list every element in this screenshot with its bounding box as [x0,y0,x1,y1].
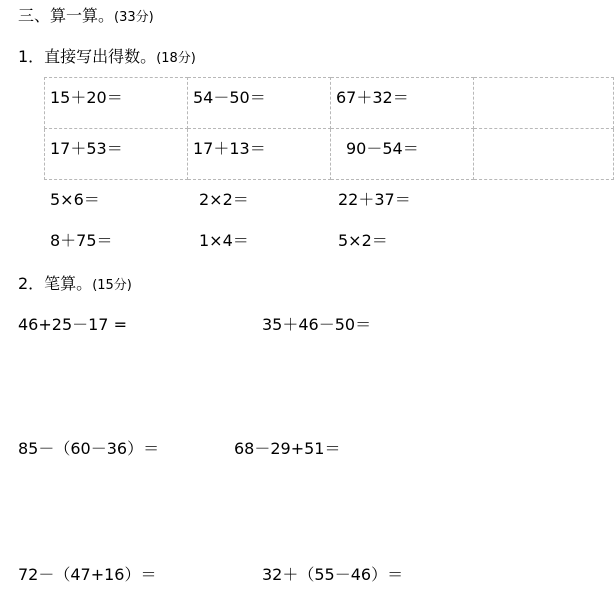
grid-cell-text: 17＋13＝ [192,139,266,158]
grid-cell [330,129,473,180]
question-2-title-text: 2．笔算。 [18,274,93,293]
grid-cell-text: 90－54＝ [345,139,419,158]
math-item: 22＋37＝ [338,190,411,209]
section-title [18,6,154,28]
grid-row [45,129,614,180]
question-1-title-text: 1．直接写出得数。 [18,47,157,66]
written-problem: 85－（60－36）＝ [18,439,160,458]
math-item: 5×2＝ [338,231,388,250]
written-problem: 32＋（55－46）＝ [262,565,404,584]
written-problem: 68－29+51＝ [234,439,341,458]
grid-cell-text: 67＋32＝ [335,88,409,107]
math-item: 1×4＝ [199,231,249,250]
grid-cell-text: 17＋53＝ [50,139,123,158]
grid-cell [474,129,614,180]
grid-cell [45,78,188,129]
question-1-title [18,47,196,69]
written-problem: 35＋46－50＝ [262,315,372,334]
section-score: (33分) [114,10,154,25]
grid-cell-text [474,78,613,88]
written-problem: 46+25－17 = [18,315,127,334]
grid-row [45,78,614,129]
grid-cell [187,129,330,180]
grid-cell [187,78,330,129]
question-1-score: (18分) [156,51,196,66]
mental-math-grid [44,77,614,180]
question-2-title [18,274,132,296]
grid-cell-text: 15＋20＝ [50,88,123,107]
written-problem: 72－（47+16）＝ [18,565,157,584]
grid-cell [474,78,614,129]
grid-cell [330,78,473,129]
grid-cell-text [474,129,613,139]
math-item: 5×6＝ [50,190,100,209]
grid-cell-text: 54－50＝ [192,88,266,107]
math-item: 2×2＝ [199,190,249,209]
math-item: 8＋75＝ [50,231,113,250]
grid-cell [45,129,188,180]
section-title-text: 三、算一算。 [18,6,115,25]
question-2-score: (15分) [92,278,132,293]
